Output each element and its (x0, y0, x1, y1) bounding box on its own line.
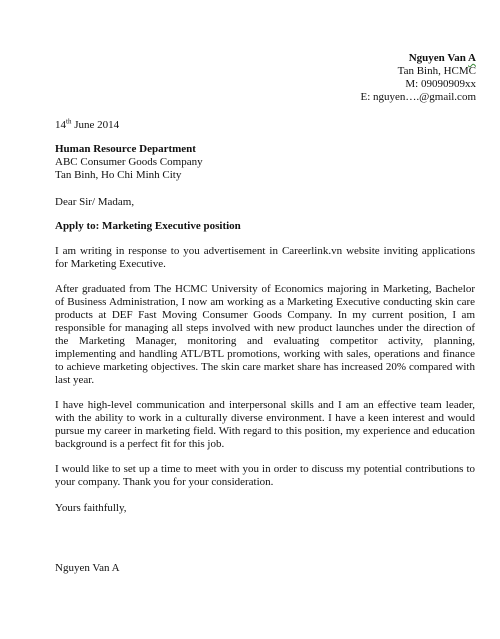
sender-name-prefix: Nguyen Van (408, 52, 469, 64)
sender-block (360, 52, 476, 104)
sender-name (360, 52, 476, 65)
sender-name-suffix: A (468, 52, 476, 64)
recipient-department: Human Resource Department (55, 143, 196, 155)
subject-line: Apply to: Marketing Executive position (55, 220, 241, 232)
signature-name: Nguyen Van A (55, 562, 120, 574)
closing: Yours faithfully, (55, 502, 127, 514)
date-rest: June 2014 (71, 119, 120, 131)
recipient-address: Tan Binh, Ho Chi Minh City (55, 169, 182, 181)
recipient-company: ABC Consumer Goods Company (55, 156, 203, 168)
paragraph-skills: I have high-level communication and interpersonal skills and I am an effective team leader, with the ability to work in a culturally diverse environment. I have a keen interest and would pursue my career in marketing field. With regard to this position, my experience and education background is a perfect fit for this job. (55, 399, 475, 450)
paragraph-request: I would like to set up a time to meet with you in order to discuss my potential contributions to your company. Thank you for your consideration. (55, 463, 475, 488)
date-suffix: th (66, 117, 72, 126)
paragraph-intro: I am writing in response to you advertisement in Careerlink.vn website inviting applications for Marketing Executive. (55, 245, 475, 270)
letter-date (55, 119, 475, 132)
sender-phone: M: 09090909xx (405, 78, 476, 90)
date-day: 14 (55, 119, 66, 131)
recipient-block (55, 143, 475, 182)
sender-email: E: nguyen….@gmail.com (360, 91, 476, 103)
salutation: Dear Sir/ Madam, (55, 196, 135, 208)
sender-address: Tan Binh, HCMC (397, 65, 476, 77)
paragraph-experience: After graduated from The HCMC University of Economics majoring in Marketing, Bachelor of Business Administration, I now am working as a Marketing Executive conducting skin care products at DEF Fast Moving Consumer Goods Company. In my current position, I am responsible for managing all steps involved with new product launches under the direction of the Marketing Manager, monitoring and evaluating competitor activity, planning, implementing and handling ATL/BTL promotions, working with sales, operations and finance to achieve marketing objectives. The skin care market share has increased 20% compared with last year. (55, 283, 475, 386)
